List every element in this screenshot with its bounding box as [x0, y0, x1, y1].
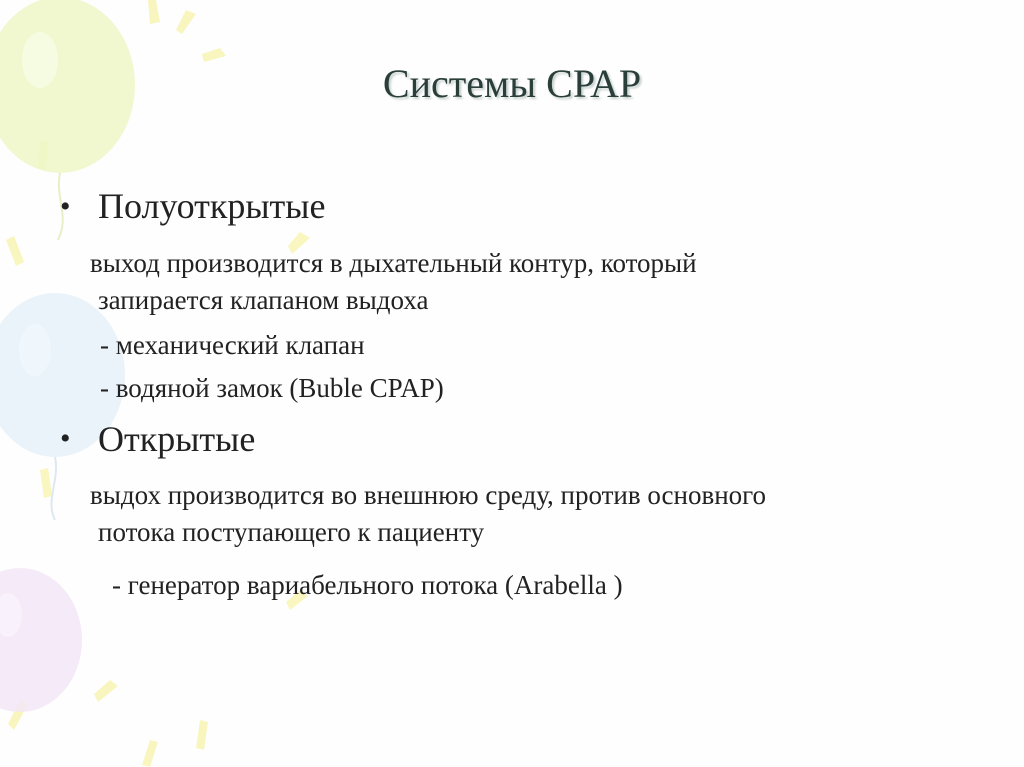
- body-line: потока поступающего к пациенту: [98, 517, 485, 547]
- bullet-icon: •: [60, 422, 71, 455]
- bullet-heading-open: Открытые: [98, 419, 256, 459]
- body-line: запирается клапаном выдоха: [98, 285, 429, 315]
- body-line: выдох производится во внешнюю среду, против основного: [90, 480, 767, 510]
- body-line: - водяной замок (Buble CPAP): [100, 373, 444, 403]
- body-line: - генератор вариабельного потока (Arabella ): [112, 570, 623, 600]
- body-line: - механический клапан: [100, 330, 365, 360]
- bullet-icon: •: [60, 190, 71, 223]
- bullet-heading-semi-open: Полуоткрытые: [98, 186, 326, 226]
- page-title: Системы СРАР: [382, 61, 642, 106]
- body-line: выход производится в дыхательный контур, который: [90, 248, 697, 278]
